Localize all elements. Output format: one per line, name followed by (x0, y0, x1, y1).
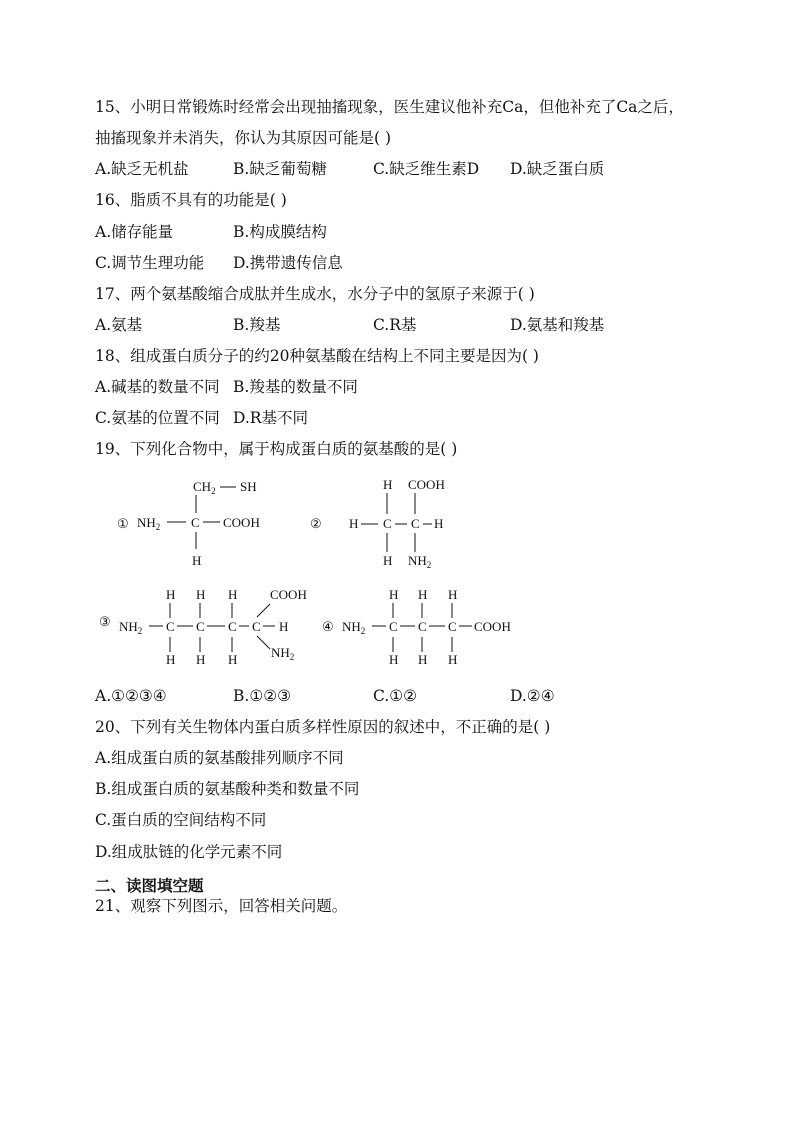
q17-option-d: D.氨基和羧基 (510, 316, 605, 334)
compound-2-number: ② (310, 516, 322, 531)
q15-option-b: B.缺乏葡萄糖 (233, 160, 327, 178)
svg-text:C: C (252, 619, 261, 634)
q19-option-c: C.①② (373, 687, 418, 705)
svg-text:H: H (228, 587, 238, 602)
svg-text:C: C (411, 516, 420, 531)
q15-option-d: D.缺乏蛋白质 (510, 160, 605, 178)
q21-stem: 21、观察下列图示，回答相关问题。 (95, 897, 348, 915)
c1-c: C (191, 515, 200, 530)
svg-text:NH2: $NH_2$ (342, 619, 366, 636)
svg-text:C: C (228, 619, 237, 634)
svg-text:COOH: COOH (408, 477, 445, 492)
q20-stem: 20、下列有关生物体内蛋白质多样性原因的叙述中，不正确的是( ) (95, 718, 551, 736)
svg-text:H: H (418, 587, 428, 602)
q16-option-a: A.储存能量 (95, 223, 174, 241)
q19-option-d: D.②④ (510, 687, 555, 705)
q19-option-a: A.①②③④ (95, 687, 167, 705)
q16-option-b: B.构成膜结构 (233, 223, 327, 241)
svg-text:C: C (448, 619, 457, 634)
q15-option-c: C.缺乏维生素D (373, 160, 480, 178)
svg-text:H: H (389, 652, 399, 667)
q15-stem-line1: 15、小明日常锻炼时经常会出现抽搐现象，医生建议他补充Ca，但他补充了Ca之后， (95, 98, 684, 116)
svg-text:C: C (383, 516, 392, 531)
q18-option-d: D.R基不同 (233, 409, 308, 427)
svg-text:H: H (418, 652, 428, 667)
q18-option-c: C.氨基的位置不同 (95, 409, 220, 427)
svg-text:H: H (196, 652, 206, 667)
c1-h: H (192, 553, 202, 568)
compound-4 (322, 587, 511, 667)
compound-1-number: ① (117, 516, 129, 531)
svg-text:H: H (434, 516, 444, 531)
svg-text:C: C (196, 619, 205, 634)
svg-text:H: H (166, 587, 176, 602)
q16-option-c: C.调节生理功能 (95, 254, 205, 272)
c1-cooh: COOH (223, 515, 260, 530)
section-title: 二、读图填空题 (95, 876, 204, 895)
q18-option-b: B.羧基的数量不同 (233, 378, 358, 396)
svg-text:NH2: $NH_2$ (271, 645, 295, 662)
svg-text:C: C (418, 619, 427, 634)
q15-option-a: A.缺乏无机盐 (95, 160, 189, 178)
svg-text:H: H (228, 652, 238, 667)
svg-text:NH2: $NH_2$ (119, 619, 143, 636)
q16-option-d: D.携带遗传信息 (233, 254, 343, 272)
compound-4-number: ④ (322, 619, 334, 634)
svg-text:H: H (383, 553, 393, 568)
svg-text:H: H (383, 477, 393, 492)
q16-stem: 16、脂质不具有的功能是( ) (95, 191, 287, 209)
svg-text:H: H (389, 587, 399, 602)
svg-text:H: H (349, 516, 359, 531)
compound-3-number: ③ (99, 614, 111, 629)
q17-stem: 17、两个氨基酸缩合成肽并生成水，水分子中的氢原子来源于( ) (95, 285, 535, 303)
q17-option-a: A.氨基 (95, 316, 143, 334)
svg-text:H: H (196, 587, 206, 602)
svg-text:H: H (166, 652, 176, 667)
svg-text:COOH: COOH (270, 587, 307, 602)
q19-option-b: B.①②③ (233, 687, 292, 705)
q18-stem: 18、组成蛋白质分子的约20种氨基酸在结构上不同主要是因为( ) (95, 347, 539, 365)
q17-option-b: B.羧基 (233, 316, 281, 334)
c1-nh2: $NH_2$ (137, 515, 161, 532)
q19-stem: 19、下列化合物中，属于构成蛋白质的氨基酸的是( ) (95, 440, 458, 458)
q15-stem-line2: 抽搐现象并未消失，你认为其原因可能是( ) (95, 129, 392, 147)
svg-text:H: H (448, 652, 458, 667)
compound-2 (310, 477, 445, 570)
c1-sh: SH (240, 479, 257, 494)
q18-option-a: A.碱基的数量不同 (95, 378, 220, 396)
svg-text:COOH: COOH (474, 619, 511, 634)
svg-text:NH2: $NH_2$ (408, 553, 432, 570)
compound-3 (99, 587, 307, 667)
svg-text:C: C (389, 619, 398, 634)
svg-text:H: H (448, 587, 458, 602)
svg-text:H: H (279, 619, 289, 634)
q20-option-a: A.组成蛋白质的氨基酸排列顺序不同 (95, 749, 344, 767)
q20-option-d: D.组成肽链的化学元素不同 (95, 843, 283, 861)
compound-1 (117, 479, 260, 568)
c1-ch2: $CH_2$ (193, 479, 216, 496)
q17-option-c: C.R基 (373, 316, 417, 334)
q20-option-b: B.组成蛋白质的氨基酸种类和数量不同 (95, 780, 360, 798)
q20-option-c: C.蛋白质的空间结构不同 (95, 811, 267, 829)
svg-text:C: C (166, 619, 175, 634)
